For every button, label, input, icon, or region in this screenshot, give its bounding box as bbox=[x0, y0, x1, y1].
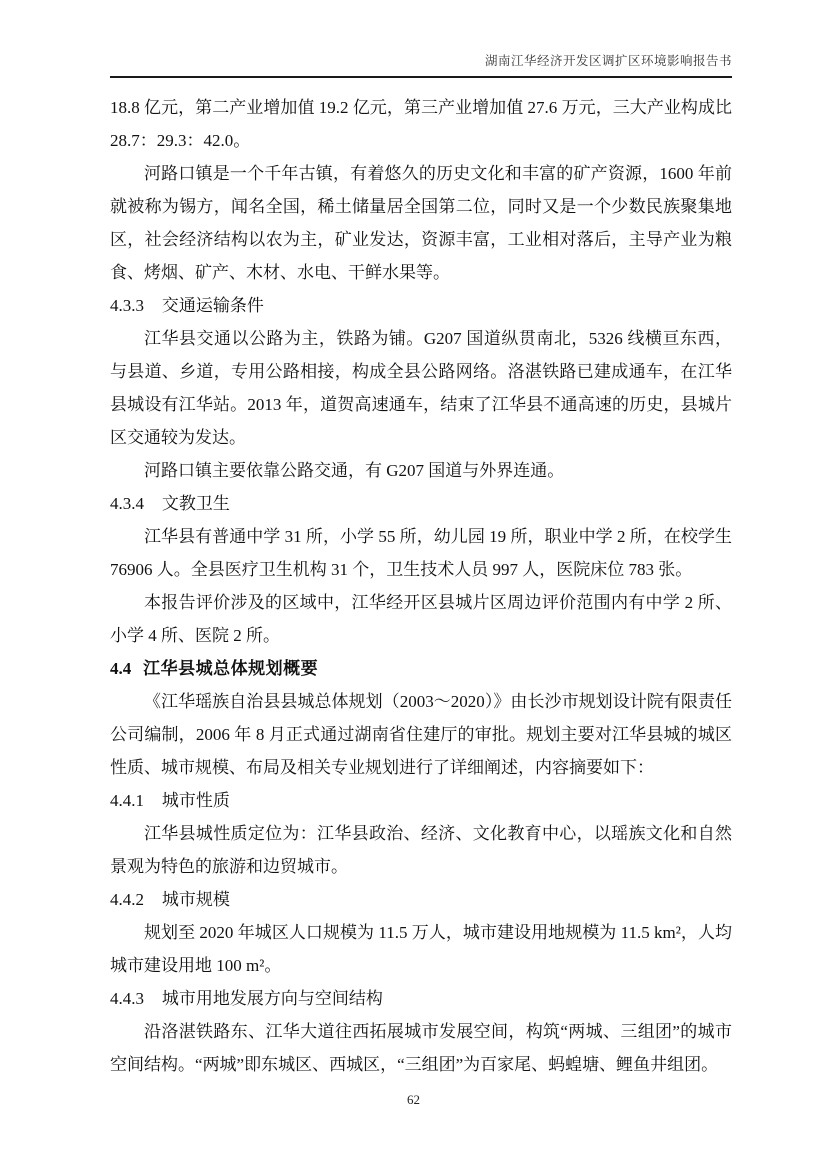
page-footer bbox=[0, 1090, 827, 1110]
section-number: 4.4.3 bbox=[110, 989, 144, 1008]
header-title: 湖南江华经济开发区调扩区环境影响报告书 bbox=[484, 54, 732, 68]
section-number: 4.4.2 bbox=[110, 890, 144, 909]
section-title: 文教卫生 bbox=[161, 494, 230, 513]
heading-4-4 bbox=[110, 652, 732, 685]
page-number: 62 bbox=[407, 1092, 420, 1107]
paragraph-heluokou-town: 河路口镇是一个千年古镇，有着悠久的历史文化和丰富的矿产资源，1600 年前就被称为锡方，闻名全国，稀土储量居全国第二位，同时又是一个少数民族聚集地区，社会经济结构以农为主，矿业发达，资源丰富，工业相对落后，主导产业为粮食、烤烟、矿产、木材、水电、干鲜水果等。 bbox=[110, 164, 732, 282]
heading-4-4-1 bbox=[110, 784, 732, 817]
heading-4-3-4 bbox=[110, 487, 732, 520]
paragraph-city-scale: 规划至 2020 年城区人口规模为 11.5 万人，城市建设用地规模为 11.5 km²，人均城市建设用地 100 m²。 bbox=[110, 923, 732, 975]
paragraph-county-transport: 江华县交通以公路为主，铁路为铺。G207 国道纵贯南北，5326 线横亘东西，与县道、乡道，专用公路相接，构成全县公路网络。洛湛铁路已建成通车，在江华县城设有江华站。2013 年，道贺高速通车，结束了江华县不通高速的历史，县城片区交通较为发达。 bbox=[110, 329, 732, 447]
section-title: 江华县城总体规划概要 bbox=[143, 659, 319, 678]
section-number: 4.3.4 bbox=[110, 494, 144, 513]
paragraph-spatial-structure: 沿洛湛铁路东、江华大道往西拓展城市发展空间，构筑“两城、三组团”的城市空间结构。“两城”即东城区、西城区，“三组团”为百家尾、蚂蝗塘、鲤鱼井组团。 bbox=[110, 1022, 732, 1074]
section-number: 4.4.1 bbox=[110, 791, 144, 810]
section-number: 4.4 bbox=[110, 659, 132, 678]
heading-4-4-3 bbox=[110, 982, 732, 1015]
paragraph-city-nature: 江华县城性质定位为：江华县政治、经济、文化教育中心，以瑶族文化和自然景观为特色的旅游和边贸城市。 bbox=[110, 824, 732, 876]
paragraph-master-plan: 《江华瑶族自治县县城总体规划（2003～2020）》由长沙市规划设计院有限责任公司编制，2006 年 8 月正式通过湖南省住建厅的审批。规划主要对江华县城的城区性质、城市规模、布局及相关专业规划进行了详细阐述，内容摘要如下： bbox=[110, 692, 732, 777]
heading-4-3-3 bbox=[110, 289, 732, 322]
page-header bbox=[110, 0, 732, 78]
paragraph-evaluation-area: 本报告评价涉及的区域中，江华经开区县城片区周边评价范围内有中学 2 所、小学 4 所、医院 2 所。 bbox=[110, 593, 732, 645]
document-body bbox=[110, 91, 732, 1081]
section-number: 4.3.3 bbox=[110, 296, 144, 315]
section-title: 城市规模 bbox=[161, 890, 230, 909]
heading-4-4-2 bbox=[110, 883, 732, 916]
section-title: 城市性质 bbox=[161, 791, 230, 810]
header-rule bbox=[110, 76, 732, 78]
section-title: 城市用地发展方向与空间结构 bbox=[161, 989, 383, 1008]
section-title: 交通运输条件 bbox=[161, 296, 264, 315]
paragraph-heluokou-transport: 河路口镇主要依靠公路交通，有 G207 国道与外界连通。 bbox=[144, 461, 565, 480]
paragraph-gdp-composition: 18.8 亿元，第二产业增加值 19.2 亿元，第三产业增加值 27.6 万元，三大产业构成比 28.7：29.3：42.0。 bbox=[110, 98, 732, 150]
paragraph-education-health: 江华县有普通中学 31 所，小学 55 所，幼儿园 19 所，职业中学 2 所，在校学生 76906 人。全县医疗卫生机构 31 个，卫生技术人员 997 人，医院床位 783 张。 bbox=[110, 527, 732, 579]
